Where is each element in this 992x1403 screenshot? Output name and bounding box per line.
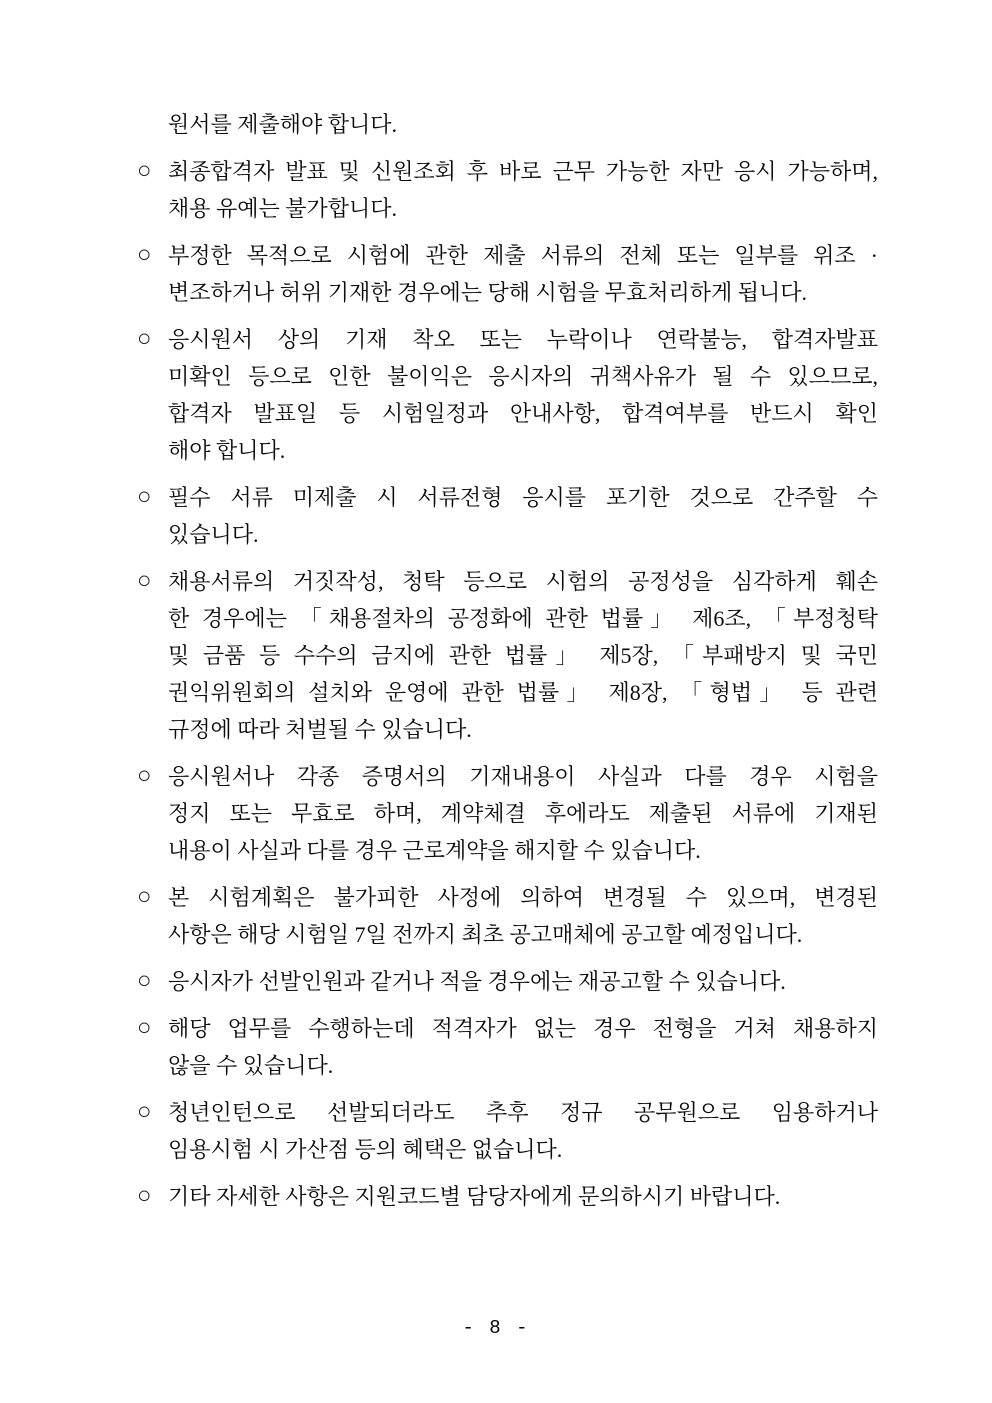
bullet-text <box>168 1094 878 1168</box>
bullet-text <box>168 479 878 553</box>
bullet-list <box>137 153 878 1215</box>
circle-bullet-icon: ○ <box>137 568 152 594</box>
bullet-item <box>137 237 878 311</box>
bullet-text <box>168 758 878 869</box>
bullet-item <box>137 963 878 1000</box>
circle-bullet-icon: ○ <box>137 968 152 994</box>
text-line: 사항은 해당 시험일 7일 전까지 최초 공고매체에 공고할 예정입니다. <box>168 922 803 947</box>
bullet-item <box>137 479 878 553</box>
bullet-text <box>168 879 878 953</box>
circle-bullet-icon: ○ <box>137 763 152 789</box>
text-line: 본 시험계획은 불가피한 사정에 의하여 변경될 수 있으며, 변경된 <box>168 885 878 910</box>
text-line: 부정한 목적으로 시험에 관한 제출 서류의 전체 또는 일부를 위조 · <box>168 243 878 268</box>
text-line: 응시원서 상의 기재 착오 또는 누락이나 연락불능, 합격자발표 <box>168 327 878 352</box>
text-line: 내용이 사실과 다를 경우 근로계약을 해지할 수 있습니다. <box>168 838 701 863</box>
text-line: 있습니다. <box>168 522 259 547</box>
circle-bullet-icon: ○ <box>137 326 152 352</box>
text-line: 정지 또는 무효로 하며, 계약체결 후에라도 제출된 서류에 기재된 <box>168 801 878 826</box>
text-line: 채용서류의 거짓작성, 청탁 등으로 시험의 공정성을 심각하게 훼손 <box>168 569 878 594</box>
text-line: 응시자가 선발인원과 같거나 적을 경우에는 재공고할 수 있습니다. <box>168 969 786 994</box>
text-line: 채용 유예는 불가합니다. <box>168 196 398 221</box>
text-line: 해야 합니다. <box>168 438 286 463</box>
text-line: 응시원서나 각종 증명서의 기재내용이 사실과 다를 경우 시험을 <box>168 764 878 789</box>
text-line: 규정에 따라 처벌될 수 있습니다. <box>168 717 472 742</box>
text-line: 원서를 제출해야 합니다. <box>168 112 398 137</box>
bullet-item <box>137 879 878 953</box>
text-line: 임용시험 시 가산점 등의 혜택은 없습니다. <box>168 1137 563 1162</box>
text-line: 해당 업무를 수행하는데 적격자가 없는 경우 전형을 거쳐 채용하지 <box>168 1016 878 1041</box>
text-line: 필수 서류 미제출 시 서류전형 응시를 포기한 것으로 간주할 수 <box>168 485 878 510</box>
bullet-text <box>168 237 878 311</box>
paragraph-continuation <box>137 106 878 143</box>
circle-bullet-icon: ○ <box>137 884 152 910</box>
text-line: 기타 자세한 사항은 지원코드별 담당자에게 문의하시기 바랍니다. <box>168 1184 781 1209</box>
text-line: 변조하거나 허위 기재한 경우에는 당해 시험을 무효처리하게 됩니다. <box>168 280 808 305</box>
bullet-item <box>137 1010 878 1084</box>
bullet-item <box>137 153 878 227</box>
bullet-item <box>137 1094 878 1168</box>
text-line: 합격자 발표일 등 시험일정과 안내사항, 합격여부를 반드시 확인 <box>168 401 878 426</box>
bullet-item <box>137 563 878 748</box>
bullet-item <box>137 1178 878 1215</box>
text-line: 및 금품 등 수수의 금지에 관한 법률」 제5장, 「부패방지 및 국민 <box>168 643 878 668</box>
bullet-text <box>168 1178 878 1215</box>
text-line: 한 경우에는 「채용절차의 공정화에 관한 법률」 제6조, 「부정청탁 <box>168 606 878 631</box>
bullet-item <box>137 758 878 869</box>
text-line: 않을 수 있습니다. <box>168 1053 334 1078</box>
circle-bullet-icon: ○ <box>137 158 152 184</box>
circle-bullet-icon: ○ <box>137 484 152 510</box>
bullet-text <box>168 321 878 469</box>
text-line: 권익위원회의 설치와 운영에 관한 법률」 제8장, 「형법」 등 관련 <box>168 680 878 705</box>
bullet-text <box>168 1010 878 1084</box>
circle-bullet-icon: ○ <box>137 242 152 268</box>
bullet-text <box>168 563 878 748</box>
circle-bullet-icon: ○ <box>137 1015 152 1041</box>
circle-bullet-icon: ○ <box>137 1099 152 1125</box>
text-line: 최종합격자 발표 및 신원조회 후 바로 근무 가능한 자만 응시 가능하며, <box>168 159 878 184</box>
bullet-text <box>168 963 878 1000</box>
continuation-text <box>168 106 878 143</box>
bullet-text <box>168 153 878 227</box>
document-body <box>137 106 878 1215</box>
text-line: 청년인턴으로 선발되더라도 추후 정규 공무원으로 임용하거나 <box>168 1100 878 1125</box>
text-line: 미확인 등으로 인한 불이익은 응시자의 귀책사유가 될 수 있으므로, <box>168 364 878 389</box>
page-number: - 8 - <box>462 1317 530 1339</box>
bullet-item <box>137 321 878 469</box>
circle-bullet-icon: ○ <box>137 1183 152 1209</box>
